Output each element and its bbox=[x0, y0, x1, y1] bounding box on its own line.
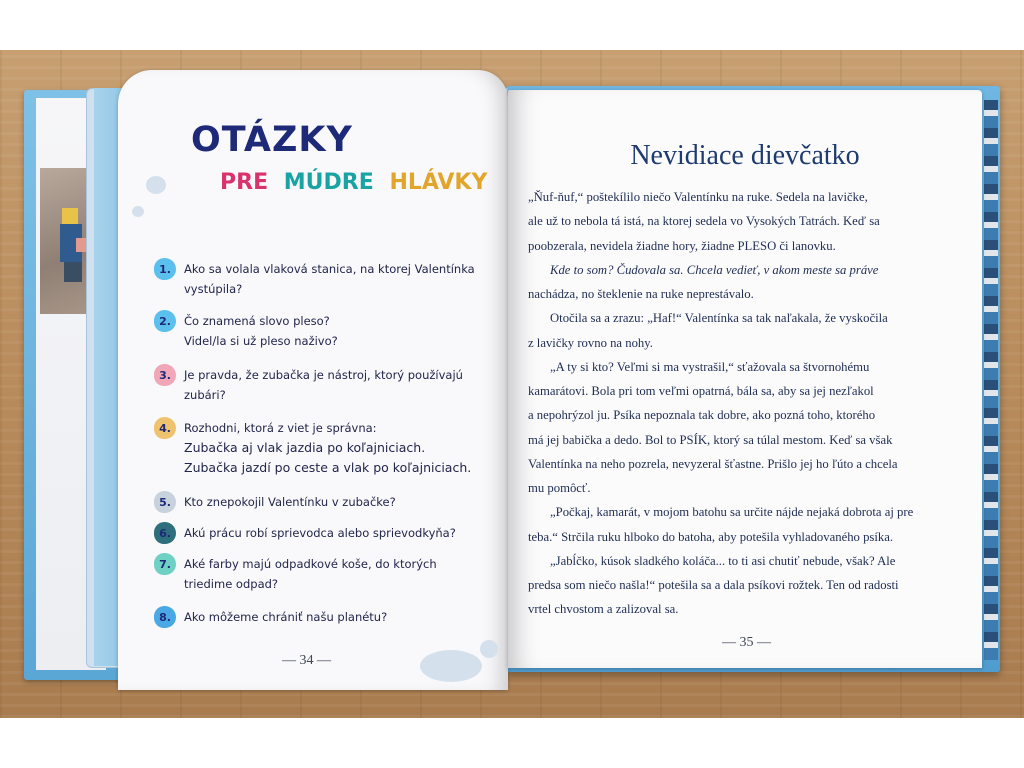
decorative-blob bbox=[146, 176, 166, 194]
subtitle-word-pre: PRE bbox=[220, 170, 269, 195]
question-number-badge: 6. bbox=[154, 522, 176, 544]
question-line: Zubačka aj vlak jazdia po koľajniciach. bbox=[184, 440, 426, 455]
story-line: Otočila sa a zrazu: „Haf!“ Valentínka sa tak naľakala, že vyskočila bbox=[550, 311, 888, 326]
question-item bbox=[154, 553, 494, 594]
story-line: poobzerala, nevidela žiadne hory, žiadne PLESO či lanovku. bbox=[528, 238, 836, 253]
question-number-badge: 8. bbox=[154, 606, 176, 628]
story-title: Nevidiace dievčatko bbox=[630, 140, 860, 171]
story-line: „Ňuf-ňuf,“ poštekílilo niečo Valentínku na ruke. Sedela na lavičke, bbox=[528, 190, 868, 204]
story-line: má jej babička a dedo. Bol to PSÍK, ktorý sa túlal mestom. Keď sa však bbox=[528, 432, 893, 447]
question-text bbox=[184, 491, 396, 513]
story-line: „Počkaj, kamarát, v mojom batohu sa určite nájde nejaká dobrota aj pre bbox=[550, 505, 914, 520]
decorative-blob bbox=[132, 206, 144, 217]
story-line: teba.“ Strčila ruku hlboko do batoha, aby potešila vyhladovaného psíka. bbox=[528, 529, 894, 544]
question-item bbox=[154, 417, 494, 478]
question-line: vystúpila? bbox=[184, 282, 243, 296]
right-page bbox=[508, 90, 982, 668]
story-line: „A ty si kto? Veľmi si ma vystrašil,“ sťažovala sa štvornohému bbox=[550, 359, 870, 374]
question-number-badge: 7. bbox=[154, 553, 176, 575]
question-line: Je pravda, že zubačka je nástroj, ktorý používajú bbox=[184, 368, 463, 382]
story-line: vrtel chvostom a zalizoval sa. bbox=[528, 602, 679, 617]
question-text bbox=[184, 364, 463, 405]
page-number: — 35 — bbox=[722, 635, 771, 650]
story-line: kamarátovi. Bola pri tom veľmi opatrná, bála sa, aby sa jej nezľakol bbox=[528, 384, 874, 398]
question-line: Ako sa volala vlaková stanica, na ktorej Valentínka bbox=[184, 262, 475, 276]
question-line: Čo znamená slovo pleso? bbox=[184, 314, 330, 328]
question-line: Akú prácu robí sprievodca alebo sprievodkyňa? bbox=[184, 526, 456, 540]
question-line: Ako môžeme chrániť našu planétu? bbox=[184, 610, 388, 624]
question-item bbox=[154, 258, 494, 299]
decorative-blob bbox=[420, 650, 482, 682]
story-line: nachádza, no šteklenie na ruke neprestávalo. bbox=[528, 287, 754, 301]
question-line: triedime odpad? bbox=[184, 577, 279, 591]
subtitle-word-mudre: MÚDRE bbox=[283, 170, 374, 195]
question-line: Zubačka jazdí po ceste a vlak po koľajniciach. bbox=[184, 460, 472, 475]
decorative-blob bbox=[480, 640, 498, 658]
question-item bbox=[154, 310, 494, 351]
question-text bbox=[184, 606, 387, 628]
question-text bbox=[184, 310, 338, 351]
question-line: zubári? bbox=[184, 388, 226, 402]
question-number-badge: 1. bbox=[154, 258, 176, 280]
page-number: — 34 — bbox=[282, 653, 331, 668]
toy-block-yellow bbox=[62, 208, 78, 224]
toy-block-dark bbox=[64, 262, 82, 282]
story-line: z lavičky rovno na nohy. bbox=[528, 335, 653, 350]
story-text bbox=[528, 185, 978, 622]
left-page bbox=[118, 70, 508, 690]
question-item bbox=[154, 522, 494, 544]
question-line: Videl/la si už pleso naživo? bbox=[184, 334, 338, 348]
story-line: mu pomôcť. bbox=[528, 481, 591, 495]
question-text bbox=[184, 258, 475, 299]
question-number-badge: 5. bbox=[154, 491, 176, 513]
question-text bbox=[184, 522, 456, 544]
questions-title: OTÁZKY bbox=[191, 120, 353, 160]
story-line: ale už to nebola tá istá, na ktorej sedela vo Vysokých Tatrách. Keď sa bbox=[528, 214, 880, 229]
story-line: „Jabĺčko, kúsok sladkého koláča... to ti asi chutiť nebude, však? Ale bbox=[550, 553, 896, 568]
question-line: Kto znepokojil Valentínku v zubačke? bbox=[184, 495, 396, 509]
question-line: Rozhodni, ktorá z viet je správna: bbox=[184, 421, 377, 435]
cover-edge-pattern bbox=[984, 100, 998, 660]
question-line: Aké farby majú odpadkové koše, do ktorých bbox=[184, 557, 437, 571]
question-text bbox=[184, 417, 471, 478]
book-photo bbox=[0, 50, 1024, 718]
story-line: Valentínka na neho pozrela, nevyzeral šťastne. Prišlo jej ho ľúto a chcela bbox=[528, 456, 898, 471]
question-number-badge: 4. bbox=[154, 417, 176, 439]
subtitle-word-hlavky: HLÁVKY bbox=[389, 170, 488, 195]
story-line: Kde to som? Čudovala sa. Chcela vedieť, v akom meste sa práve bbox=[550, 262, 879, 277]
question-item bbox=[154, 491, 494, 513]
question-number-badge: 3. bbox=[154, 364, 176, 386]
question-text bbox=[184, 553, 437, 594]
story-line: predsa som niečo našla!“ potešila sa a dala psíkovi rožtek. Ten od radosti bbox=[528, 578, 899, 592]
question-number-badge: 2. bbox=[154, 310, 176, 332]
question-item bbox=[154, 606, 494, 628]
question-item bbox=[154, 364, 494, 405]
questions-subtitle bbox=[220, 170, 495, 195]
story-line: a nepohrýzol ju. Psíka nepoznala tak dobre, ako pozná toho, ktorého bbox=[528, 408, 876, 423]
